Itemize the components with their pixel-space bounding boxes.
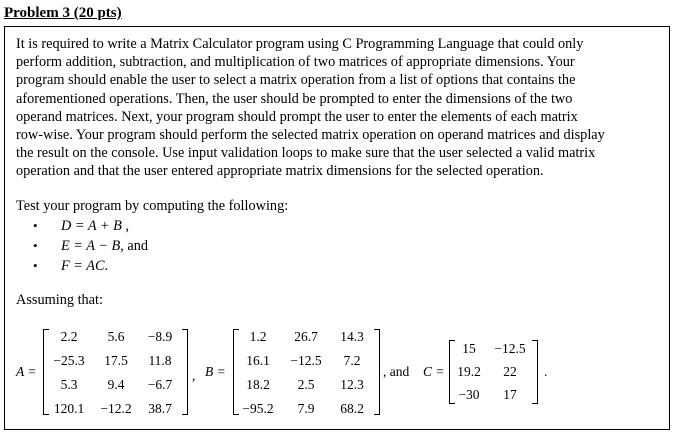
expression-suffix: . — [104, 258, 109, 274]
matrix-cell: 7.2 — [343, 353, 361, 368]
matrix-c-right-bracket — [532, 340, 538, 404]
matrix-cell: 22 — [503, 364, 517, 379]
expression-f: F = AC — [61, 258, 105, 274]
paragraph-line: operation and that the user entered appropriate matrix dimensions for the selected operation. — [16, 163, 544, 180]
matrix-cell: 12.3 — [340, 377, 364, 392]
matrix-cell: 14.3 — [340, 329, 364, 344]
problem-description — [16, 35, 664, 181]
assuming-label: Assuming that: — [16, 292, 103, 308]
test-intro: Test your program by computing the following: — [16, 198, 289, 214]
separator-and: , and — [383, 364, 410, 379]
matrix-cell: 5.6 — [107, 329, 125, 344]
matrix-b-right-bracket — [374, 329, 380, 415]
list-item — [33, 216, 148, 236]
separator-comma: , — [192, 368, 196, 383]
matrix-cell: −12.5 — [494, 341, 526, 356]
problem-title: Problem 3 (20 pts) — [4, 5, 122, 21]
expression-suffix: , and — [120, 238, 149, 254]
matrix-cell: 17.5 — [104, 353, 128, 368]
matrix-cell: 19.2 — [457, 364, 481, 379]
matrix-cell: 17 — [503, 387, 517, 402]
paragraph-line: It is required to write a Matrix Calculator program using C Programming Language that could only — [16, 36, 584, 52]
matrix-cell: 1.2 — [249, 329, 267, 344]
matrix-cell: −25.3 — [53, 353, 85, 368]
paragraph-line: aforementioned operations. Then, the user should be prompted to enter the dimensions of the two — [16, 90, 573, 107]
matrix-cell: 2.2 — [60, 329, 78, 344]
matrix-a-label: A = — [16, 364, 37, 379]
expression-e: E = A − B — [61, 238, 121, 254]
paragraph-line: the result on the console. Use input validation loops to make sure that the user selected a valid matrix — [16, 145, 596, 162]
matrix-cell: −8.9 — [147, 329, 173, 344]
matrix-cell: 120.1 — [53, 401, 85, 416]
matrix-cell: −12.5 — [290, 353, 322, 368]
matrix-c-label: C = — [423, 364, 445, 379]
matrix-cell: −12.2 — [100, 401, 132, 416]
problem-box — [4, 26, 670, 430]
matrix-cell: 7.9 — [297, 401, 315, 416]
matrix-cell: 9.4 — [107, 377, 125, 392]
matrix-cell: −95.2 — [242, 401, 274, 416]
matrix-cell: 68.2 — [340, 401, 364, 416]
matrix-cell: 11.8 — [148, 353, 172, 368]
matrix-cell: −6.7 — [147, 377, 173, 392]
expression-d: D = A + B — [61, 218, 122, 234]
operations-list — [33, 216, 148, 276]
paragraph-line: program should enable the user to select a matrix operation from a list of options that contains the — [16, 72, 576, 89]
bullet-icon: • — [33, 218, 38, 233]
expression-suffix: , — [121, 218, 130, 234]
matrix-cell: 26.7 — [294, 329, 318, 344]
matrix-cell: 15 — [462, 341, 476, 356]
matrix-cell: 38.7 — [148, 401, 172, 416]
bullet-icon: • — [33, 258, 38, 273]
paragraph-line: perform addition, subtraction, and multiplication of two matrices of appropriate dimensions. Your — [16, 54, 575, 71]
paragraph-line: row-wise. Your program should perform the selected matrix operation on operand matrices and display — [16, 127, 605, 144]
paragraph-line: operand matrices. Next, your program should prompt the user to enter the elements of each matrix — [16, 108, 578, 125]
matrix-cell: 5.3 — [60, 377, 78, 392]
bullet-icon: • — [33, 238, 38, 253]
matrix-b-label: B = — [205, 364, 226, 379]
matrix-cell: 2.5 — [297, 377, 315, 392]
separator-period: . — [544, 364, 548, 379]
matrix-cell: −30 — [458, 387, 480, 402]
list-item — [33, 236, 148, 256]
matrix-cell: 16.1 — [246, 353, 270, 368]
matrix-a-right-bracket — [182, 329, 188, 415]
matrix-cell: 18.2 — [246, 377, 270, 392]
list-item — [33, 256, 148, 276]
